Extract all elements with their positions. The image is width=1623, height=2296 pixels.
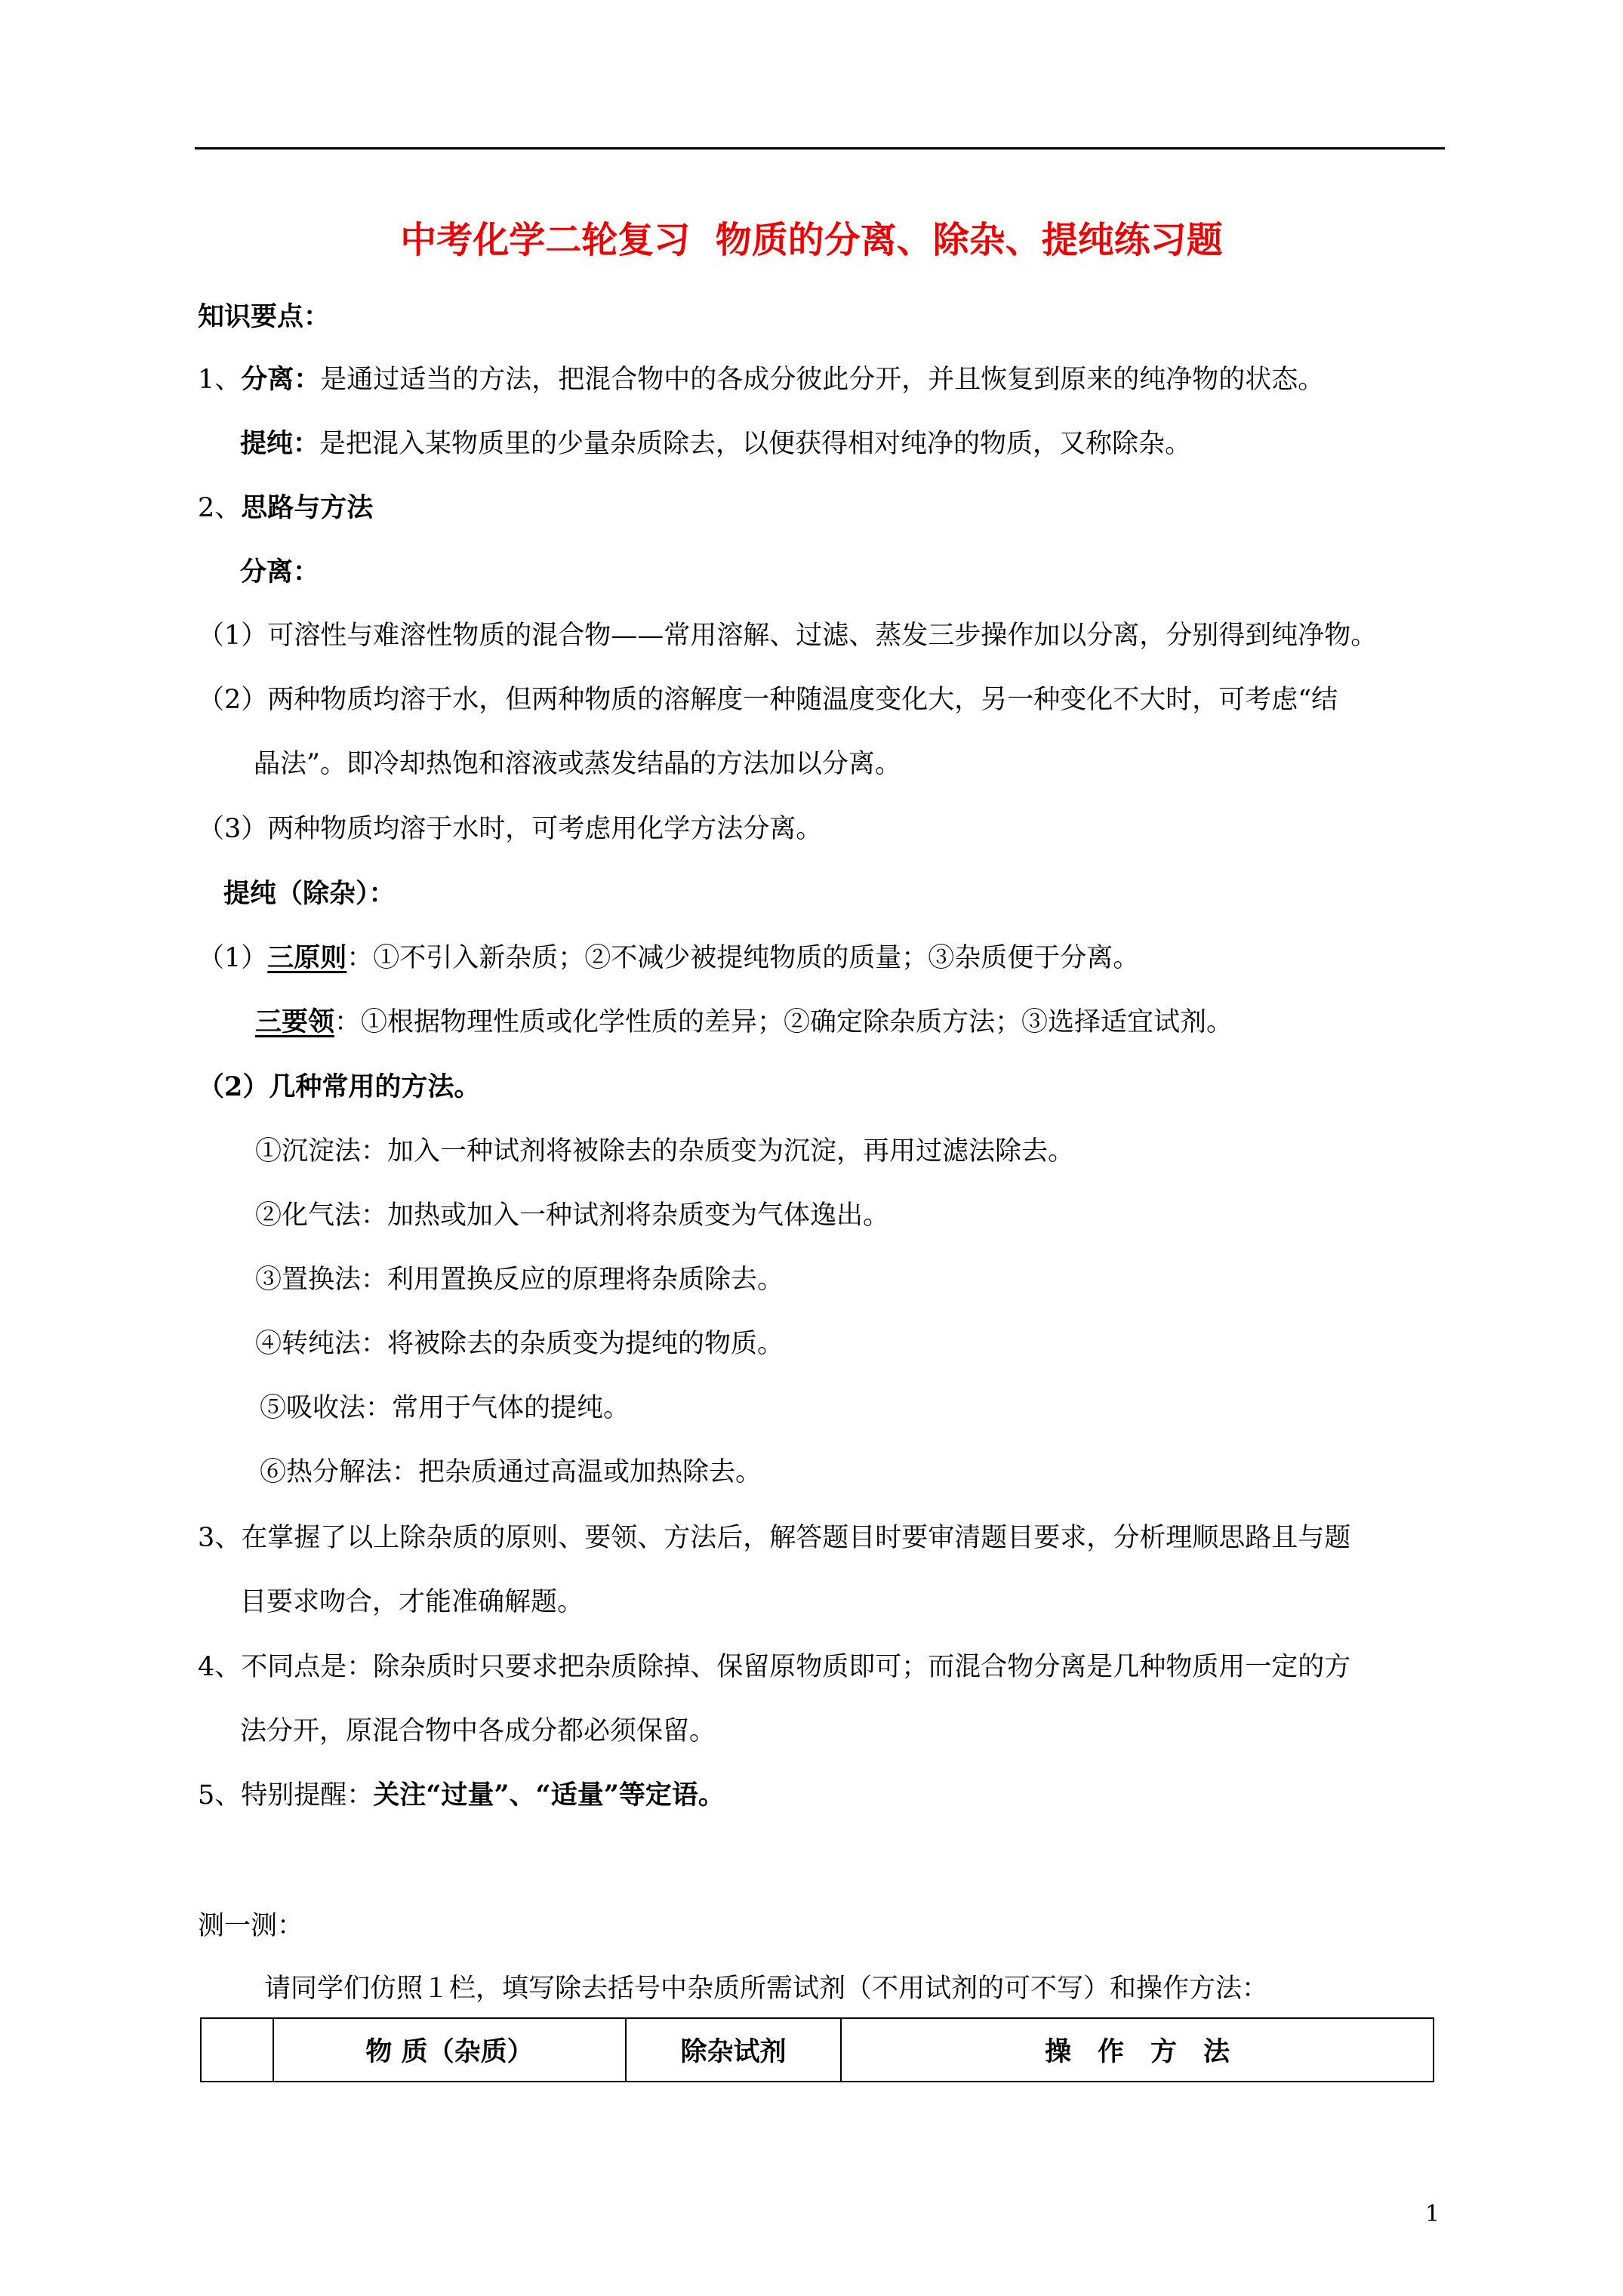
paragraph-1 <box>198 363 1324 396</box>
method-5: ⑤吸收法：常用于气体的提纯。 <box>260 1393 630 1423</box>
heading-knowledge: 知识要点： <box>198 301 331 332</box>
document-title: 中考化学二轮复习 物质的分离、除杂、提纯练习题 <box>400 219 1223 261</box>
purification-item-2: （2）几种常用的方法。 <box>198 1071 481 1102</box>
paragraph-3a: 3、在掌握了以上除杂质的原则、要领、方法后，解答题目时要审清题目要求，分析理顺思路且与题 <box>198 1523 1351 1553</box>
p1-text: 是通过适当的方法，把混合物中的各成分彼此分开，并且恢复到原来的纯净物的状态。 <box>320 365 1325 395</box>
separation-item-3: （3）两种物质均溶于水时，可考虑用化学方法分离。 <box>198 814 823 844</box>
p2-number: 2、 <box>198 493 242 523</box>
header-rule <box>195 147 1445 149</box>
pur-item1b-text: ：①根据物理性质或化学性质的差异；②确定除杂质方法；③选择适宜试剂。 <box>334 1007 1233 1037</box>
p2-label: 思路与方法 <box>241 492 374 523</box>
paragraph-4a: 4、不同点是：除杂质时只要求把杂质除掉、保留原物质即可；而混合物分离是几种物质用一定的方 <box>198 1652 1351 1682</box>
p1-label: 分离： <box>241 364 321 395</box>
p1b-label: 提纯： <box>240 428 320 459</box>
test-heading: 测一测： <box>198 1911 304 1941</box>
separation-item-2a: （2）两种物质均溶于水，但两种物质的溶解度一种随温度变化大，另一种变化不大时，可考虑“结 <box>198 685 1338 715</box>
pur-item1b-label: 三要领 <box>255 1006 335 1037</box>
paragraph-1b <box>240 427 1191 461</box>
paragraph-3b: 目要求吻合，才能准确解题。 <box>240 1587 584 1617</box>
reagent-table <box>200 2017 1434 2082</box>
separation-heading: 分离： <box>240 556 320 587</box>
table-header-method: 操 作 方 法 <box>841 2018 1434 2082</box>
p5-bold: 关注“过量”、“适量”等定语。 <box>373 1780 725 1811</box>
method-1: ①沉淀法：加入一种试剂将被除去的杂质变为沉淀，再用过滤法除去。 <box>255 1136 1075 1166</box>
method-4: ④转纯法：将被除去的杂质变为提纯的物质。 <box>255 1329 784 1359</box>
p1b-text: 是把混入某物质里的少量杂质除去，以便获得相对纯净的物质，又称除杂。 <box>319 429 1192 459</box>
table-header-row <box>201 2018 1434 2082</box>
test-instruction: 请同学们仿照１栏，填写除去括号中杂质所需试剂（不用试剂的可不写）和操作方法： <box>264 1974 1269 2004</box>
separation-item-1: （1）可溶性与难溶性物质的混合物——常用溶解、过滤、蒸发三步操作加以分离，分别得到纯净物。 <box>198 621 1378 651</box>
method-3: ③置换法：利用置换反应的原理将杂质除去。 <box>255 1265 784 1295</box>
table-header-reagent: 除杂试剂 <box>626 2018 841 2082</box>
purification-item-1 <box>198 942 1139 975</box>
pur-item1-text: ：①不引入新杂质；②不减少被提纯物质的质量；③杂质便于分离。 <box>346 943 1140 973</box>
p5-number: 5、 <box>198 1780 242 1811</box>
purification-heading: 提纯（除杂）： <box>223 878 396 909</box>
pur-item1-label: 三原则 <box>267 942 347 973</box>
pur-item1-number: （1） <box>198 943 268 973</box>
p1-number: 1、 <box>198 365 242 395</box>
paragraph-4b: 法分开，原混合物中各成分都必须保留。 <box>240 1716 716 1746</box>
separation-item-2b: 晶法”。即冷却热饱和溶液或蒸发结晶的方法加以分离。 <box>254 749 901 779</box>
paragraph-5 <box>198 1779 725 1812</box>
table-header-index <box>201 2018 273 2082</box>
table-header-substance: 物 质（杂质） <box>273 2018 626 2082</box>
p5-text: 特别提醒： <box>241 1780 374 1811</box>
method-6: ⑥热分解法：把杂质通过高温或加热除去。 <box>260 1457 762 1487</box>
purification-item-1b <box>255 1006 1233 1039</box>
paragraph-2 <box>198 492 373 525</box>
method-2: ②化气法：加热或加入一种试剂将杂质变为气体逸出。 <box>255 1200 890 1231</box>
page-number: 1 <box>1425 2201 1440 2227</box>
